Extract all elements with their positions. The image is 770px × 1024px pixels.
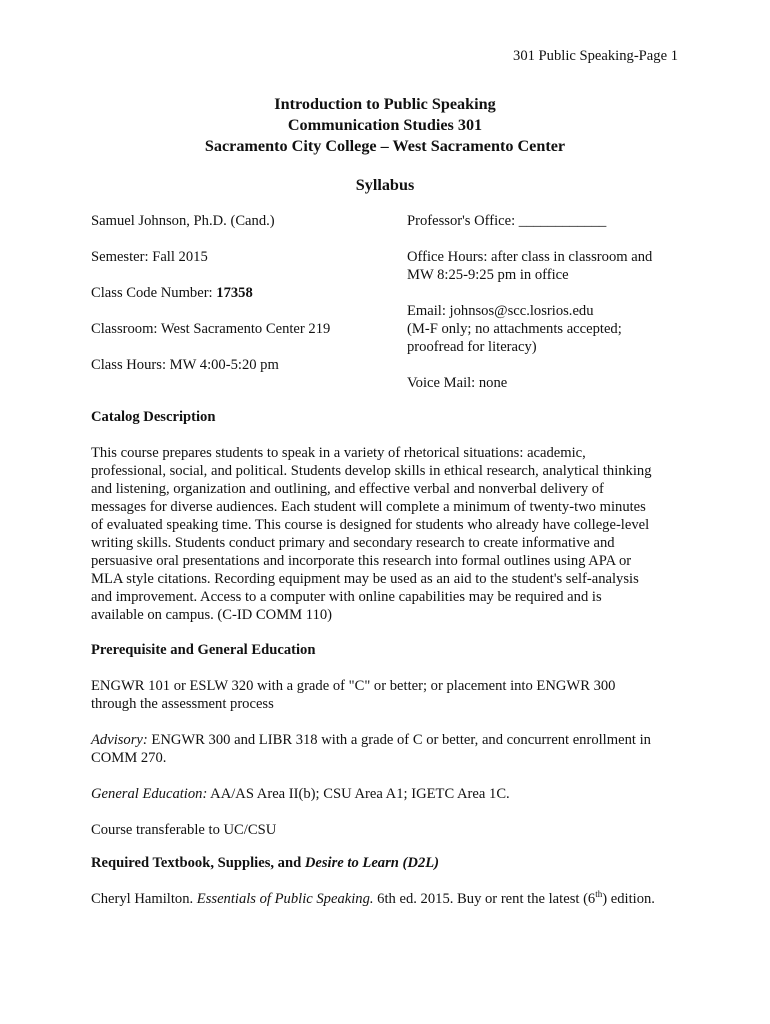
- catalog-section: [91, 408, 681, 624]
- advisory: [91, 731, 681, 749]
- voice-mail: Voice Mail: none: [407, 375, 508, 391]
- advisory-line-2: COMM 270.: [91, 750, 167, 766]
- course-info-left: [91, 212, 391, 374]
- gened-label: General Education:: [91, 786, 208, 802]
- course-number: Communication Studies 301: [287, 116, 483, 134]
- catalog-description-line: and improvement. Access to a computer with online capabilities may be required and is: [91, 589, 602, 605]
- textbook-heading-prefix: Required Textbook, Supplies, and: [91, 855, 305, 871]
- catalog-description: [91, 444, 681, 624]
- catalog-description-line: messages for diverse audiences. Each student will complete a minimum of twenty-two minutes: [91, 499, 646, 515]
- class-code-label: Class Code Number:: [91, 285, 217, 301]
- course-title: Introduction to Public Speaking: [274, 95, 496, 113]
- advisory-text: ENGWR 300 and LIBR 318 with a grade of C or better, and concurrent enrollment in: [147, 732, 651, 748]
- prerequisite-line-1: ENGWR 101 or ESLW 320 with a grade of "C" or better; or placement into ENGWR 300: [91, 678, 616, 694]
- catalog-description-line: available on campus. (C-ID COMM 110): [91, 607, 333, 623]
- professor-office: Professor's Office: ____________: [407, 213, 607, 229]
- office-hours-line-2: MW 8:25-9:25 pm in office: [407, 267, 569, 283]
- prerequisite-line-2: through the assessment process: [91, 696, 274, 712]
- prerequisite-heading: Prerequisite and General Education: [91, 642, 316, 658]
- catalog-description-line: persuasive oral presentations and incorporate this research into formal outlines using APA or: [91, 553, 632, 569]
- catalog-description-line: professional, social, and political. Students develop skills in ethical research, analytical thinking: [91, 463, 652, 479]
- office-hours-line-1: Office Hours: after class in classroom and: [407, 249, 653, 265]
- class-code: [91, 284, 391, 302]
- instructor-name: Samuel Johnson, Ph.D. (Cand.): [91, 213, 275, 229]
- course-info-right: [407, 212, 697, 392]
- catalog-heading: Catalog Description: [91, 409, 216, 425]
- syllabus-heading: Syllabus: [355, 176, 415, 194]
- email-note-line-2: proofread for literacy): [407, 339, 537, 355]
- class-hours: Class Hours: MW 4:00-5:20 pm: [91, 357, 279, 373]
- catalog-description-line: MLA style citations. Recording equipment may be used as an aid to the student's self-analysis: [91, 571, 639, 587]
- catalog-description-line: of evaluated speaking time. This course is designed for students who already have college-level: [91, 517, 650, 533]
- catalog-description-line: and listening, organization and outlining, and effective verbal and nonverbal delivery of: [91, 481, 604, 497]
- gened-text: AA/AS Area II(b); CSU Area A1; IGETC Area 1C.: [207, 786, 510, 802]
- semester: Semester: Fall 2015: [91, 249, 208, 265]
- catalog-description-line: writing skills. Students conduct primary and secondary research to create informative and: [91, 535, 615, 551]
- textbook-edition-end: ) edition.: [602, 891, 655, 907]
- email-note-line-1: (M-F only; no attachments accepted;: [407, 321, 622, 337]
- advisory-label: Advisory:: [91, 732, 148, 748]
- textbook-author: Cheryl Hamilton.: [91, 891, 197, 907]
- email: Email: johnsos@scc.losrios.edu: [407, 303, 594, 319]
- document-title: [0, 94, 770, 157]
- prerequisite-section: [91, 641, 681, 839]
- textbook-title: Essentials of Public Speaking.: [196, 891, 374, 907]
- textbook-heading-d2l: Desire to Learn (D2L): [304, 855, 440, 871]
- textbook-section: [91, 854, 681, 908]
- page-header-label: 301 Public Speaking-Page 1: [513, 48, 678, 64]
- textbook-edition-sup: th: [595, 889, 603, 900]
- class-code-value: 17358: [216, 285, 253, 301]
- textbook-citation: [91, 890, 681, 908]
- transferable-note: Course transferable to UC/CSU: [91, 822, 277, 838]
- general-education: [91, 785, 681, 803]
- catalog-description-line: This course prepares students to speak in a variety of rhetorical situations: academic,: [91, 445, 586, 461]
- classroom: Classroom: West Sacramento Center 219: [91, 321, 331, 337]
- college-name: Sacramento City College – West Sacramento Center: [204, 137, 566, 155]
- textbook-edition: 6th ed. 2015. Buy or rent the latest (6: [373, 891, 596, 907]
- textbook-heading: [91, 854, 681, 872]
